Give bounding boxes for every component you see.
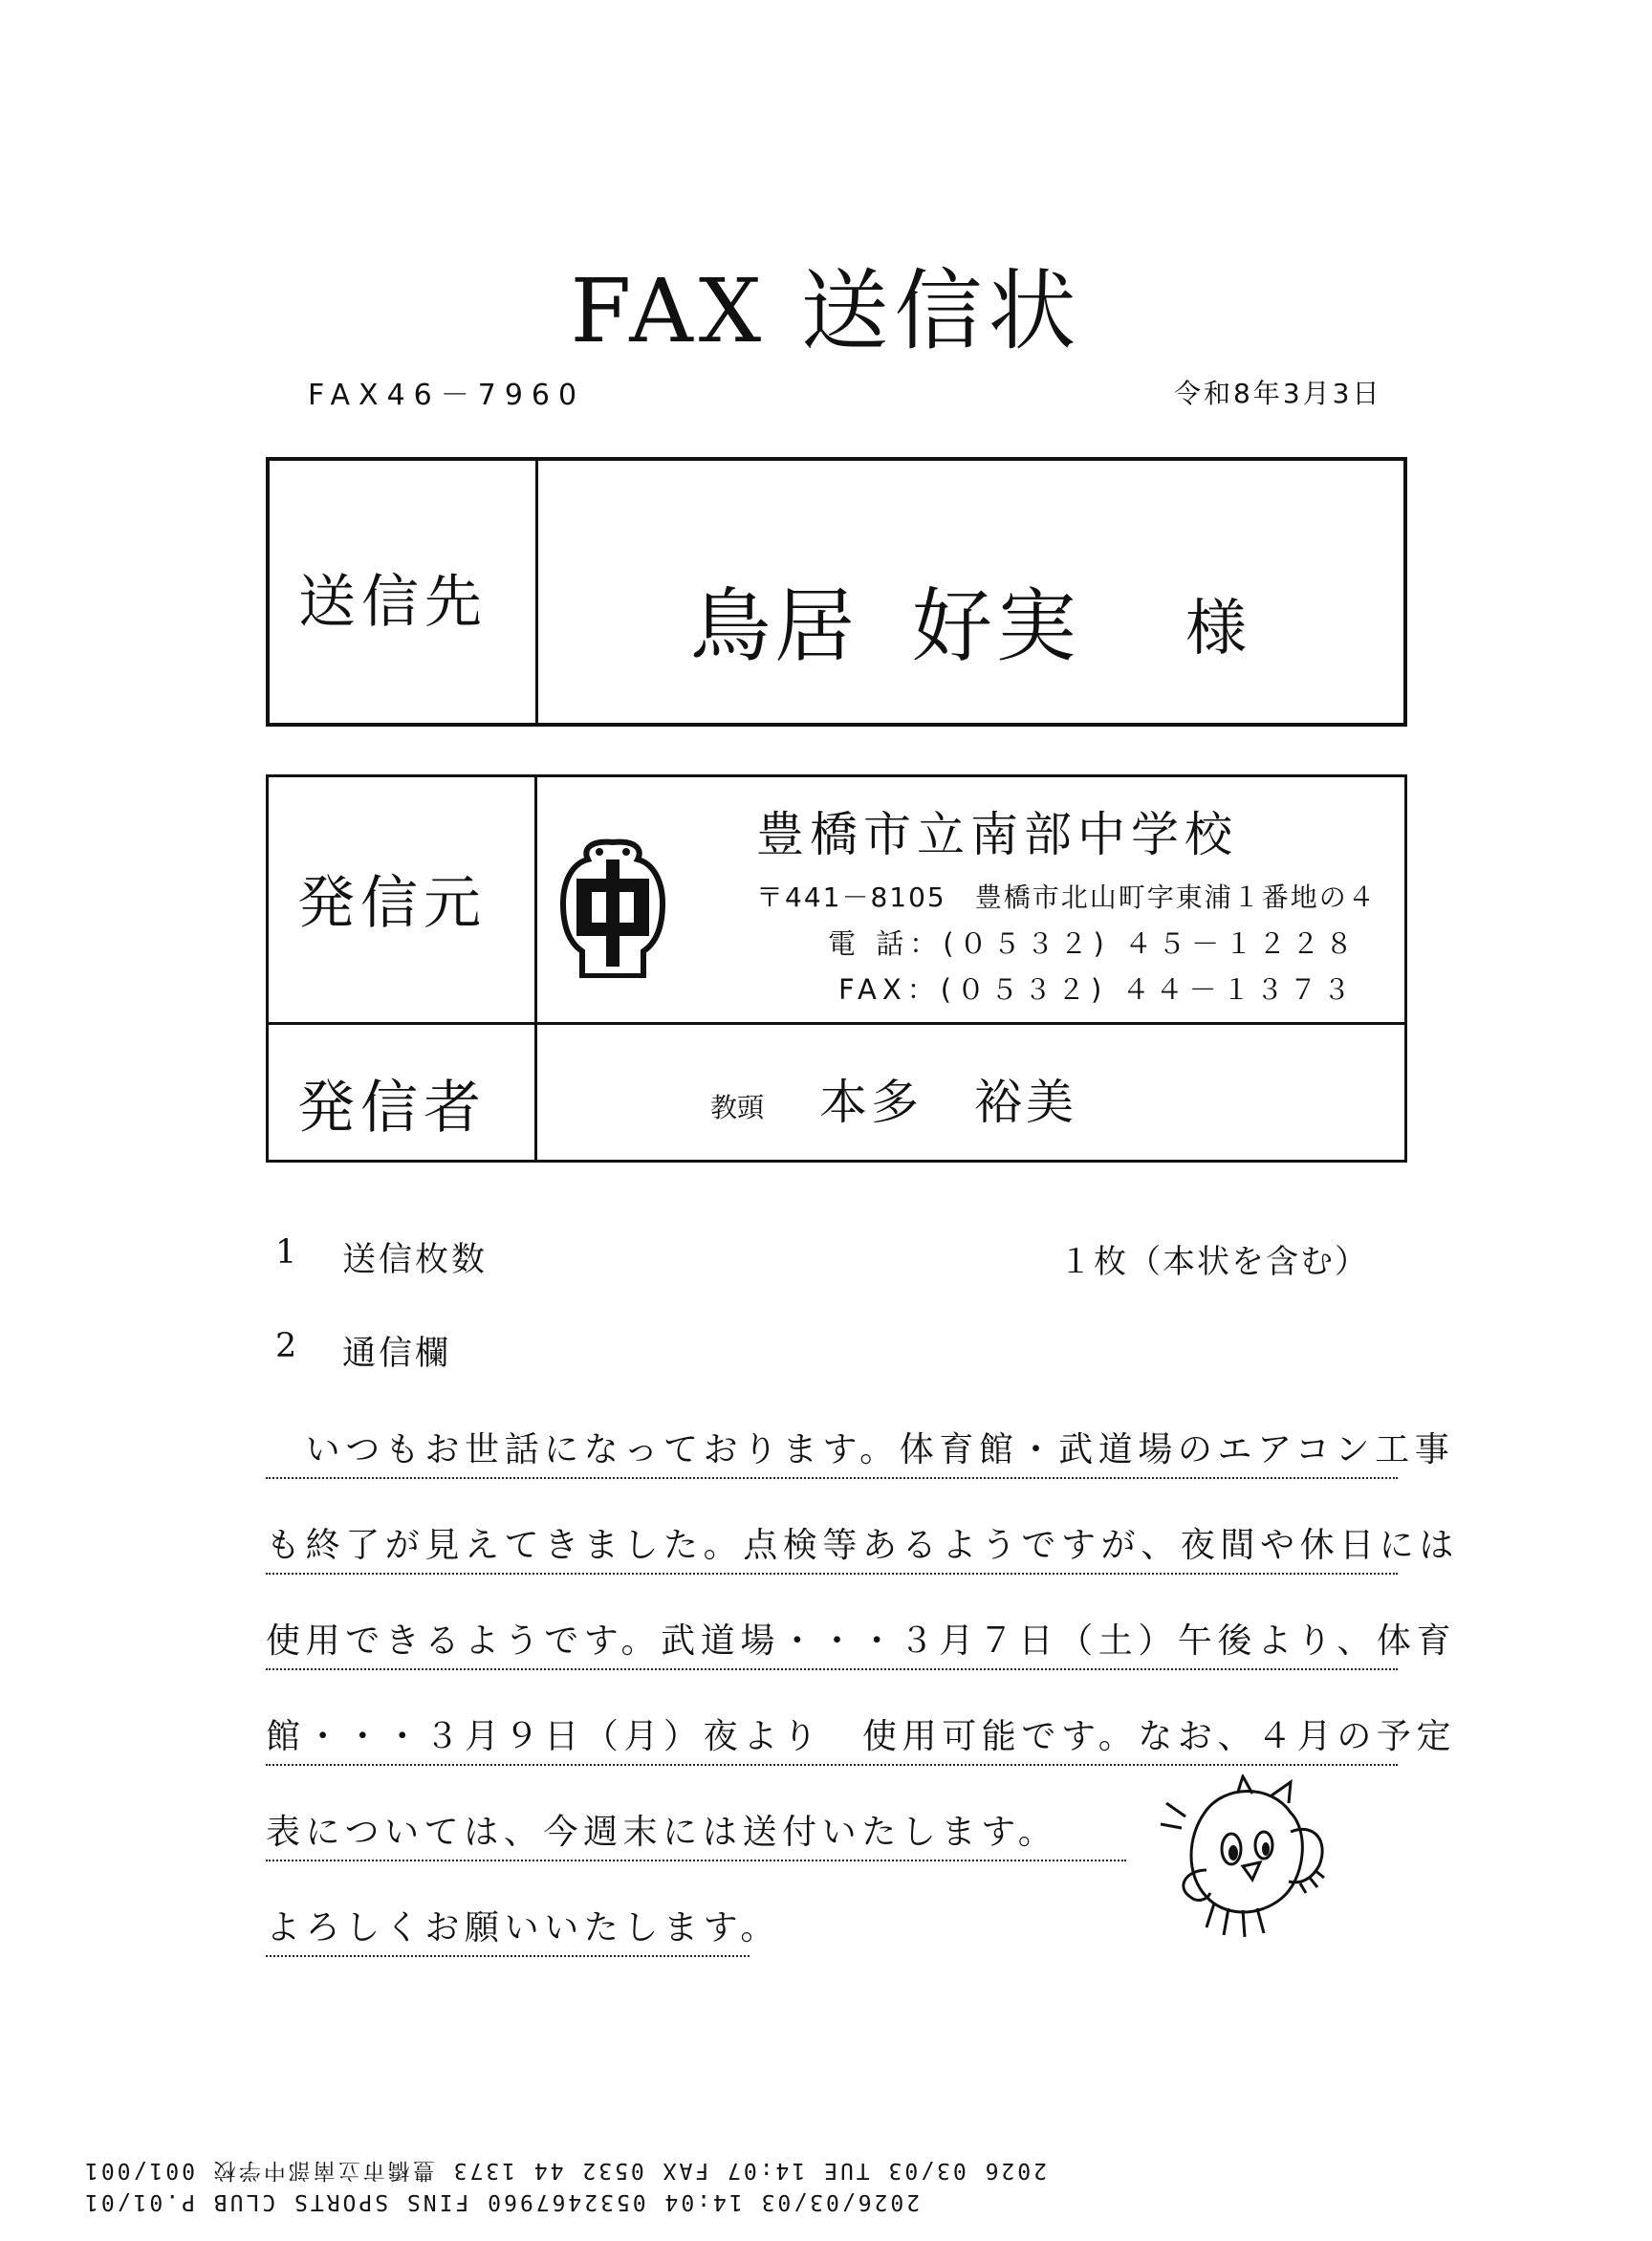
- recipient-family-name: 鳥居: [690, 579, 859, 673]
- message-line: も終了が見えてきました。点検等あるようですが、夜間や休日には: [266, 1518, 1398, 1575]
- honorific: 様: [1185, 594, 1247, 664]
- school-address: 〒441－8105 豊橋市北山町字東浦１番地の４: [756, 881, 1377, 913]
- item-pages-label: 送信枚数: [342, 1241, 489, 1279]
- sender-name: 本多 裕美: [819, 1075, 1077, 1130]
- school-crest-icon: [554, 837, 672, 978]
- divider: [535, 461, 538, 723]
- sender-box: [266, 774, 1407, 1163]
- fax-number: FAX46－7960: [308, 379, 586, 412]
- sender-org-label: 発信元: [297, 870, 487, 937]
- school-fax: FAX：(０５３２) ４４－１３７３: [838, 973, 1357, 1006]
- item-number: 2: [275, 1327, 297, 1365]
- message-line: いつもお世話になっております。体育館・武道場のエアコン工事: [266, 1423, 1398, 1479]
- recipient-given-name: 好実: [912, 579, 1081, 673]
- recipient-name: [690, 562, 1080, 678]
- school-name: 豊橋市立南部中学校: [756, 807, 1238, 862]
- message-line: よろしくお願いいたします。: [266, 1901, 750, 1957]
- bird-mascot-icon: [1147, 1774, 1338, 1947]
- item-message-label: 通信欄: [342, 1335, 452, 1373]
- school-phone: 電 話：(０５３２) ４５－１２２８: [828, 927, 1359, 960]
- sender-person-label: 発信者: [297, 1075, 487, 1142]
- sender-title: 教頭: [710, 1092, 765, 1123]
- divider: [269, 1022, 1404, 1025]
- message-line: 使用できるようです。武道場・・・３月７日（土）午後より、体育: [266, 1614, 1398, 1670]
- send-date: 令和8年3月3日: [1174, 378, 1382, 409]
- recipient-box: [266, 457, 1407, 727]
- fax-receipt-header: 2026/03/03 14:04 0532467960 FINS SPORTS CLUB P.01/01: [82, 2189, 921, 2214]
- message-line: 館・・・３月９日（月）夜より 使用可能です。なお、４月の予定: [266, 1709, 1398, 1766]
- fax-transmission-header: 2026 03/03 TUE 14:07 FAX 0532 44 1373 豊橋市立南部中学校 001/001: [82, 2158, 1047, 2183]
- message-line: 表については、今週末には送付いたします。: [266, 1805, 1126, 1861]
- divider: [534, 777, 537, 1160]
- recipient-label: 送信先: [298, 569, 488, 636]
- item-number: 1: [275, 1233, 297, 1272]
- page-title: FAX 送信状: [570, 260, 1082, 362]
- item-pages-value: １枚（本状を含む）: [1059, 1243, 1369, 1281]
